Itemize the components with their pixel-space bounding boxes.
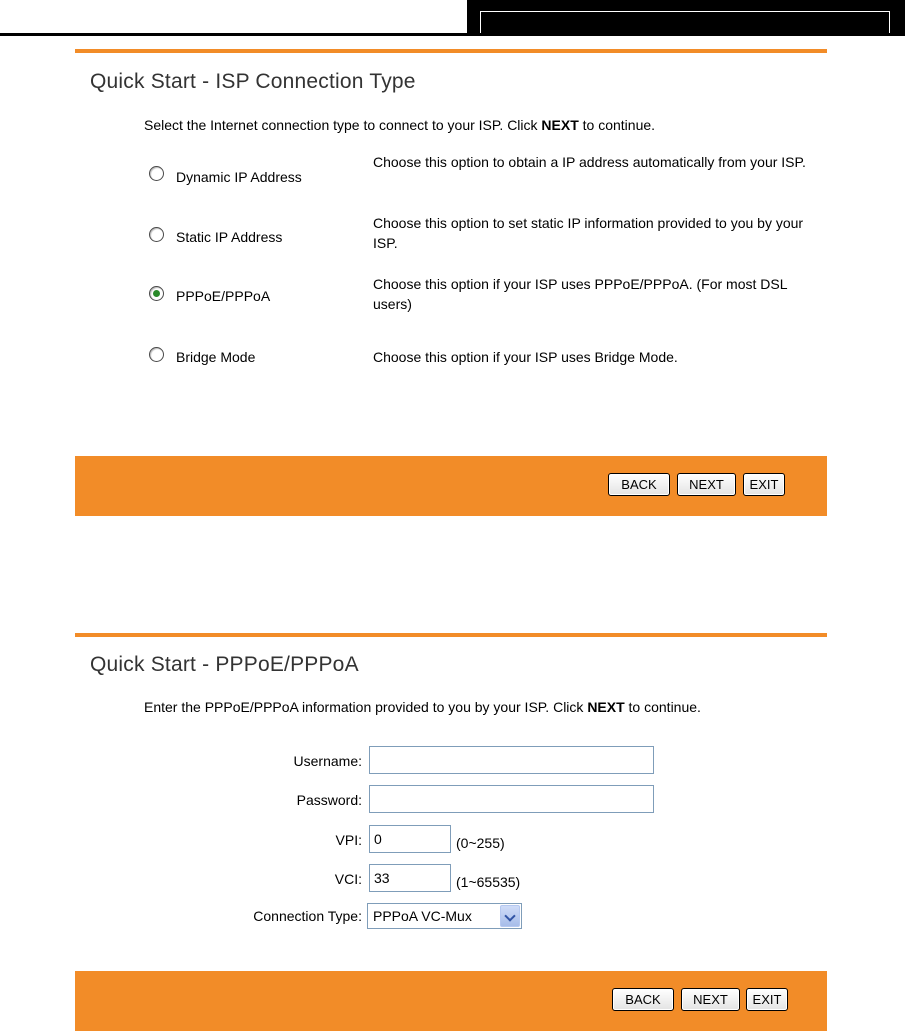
option-label: PPPoE/PPPoA: [176, 288, 271, 304]
option-label: Static IP Address: [176, 229, 283, 245]
vpi-range-hint: (0~255): [456, 835, 505, 851]
connection-type-select[interactable]: [367, 903, 522, 929]
panel-top-rule: [75, 49, 827, 53]
panel-top-rule: [75, 633, 827, 637]
username-input[interactable]: [369, 746, 654, 774]
password-input[interactable]: [369, 785, 654, 813]
instructions-text: Select the Internet connection type to connect to your ISP. Click NEXT to continue.: [144, 117, 656, 133]
option-description: Choose this option if your ISP uses Bridge Mode.: [373, 349, 678, 365]
isp-connection-panel: [75, 49, 827, 53]
radio-bridge[interactable]: [149, 347, 164, 362]
option-dynamic-ip[interactable]: [75, 152, 806, 202]
connection-type-value: PPPoA VC-Mux: [373, 908, 472, 924]
radio-pppoe[interactable]: [149, 286, 164, 301]
option-description: Choose this option if your ISP uses PPPoE/PPPoA. (For most DSL users): [373, 276, 787, 312]
next-button[interactable]: NEXT: [681, 988, 740, 1011]
option-static-ip[interactable]: [75, 213, 804, 263]
header-inner-frame: [480, 11, 890, 33]
exit-button[interactable]: EXIT: [743, 473, 785, 496]
vpi-label: VPI:: [335, 832, 362, 848]
vci-input[interactable]: [369, 864, 451, 892]
option-pppoe[interactable]: [75, 274, 787, 324]
page-title: Quick Start - PPPoE/PPPoA: [90, 653, 359, 676]
exit-button[interactable]: EXIT: [746, 988, 788, 1011]
pppoe-panel: [75, 633, 827, 637]
page-title: Quick Start - ISP Connection Type: [90, 70, 416, 93]
vci-range-hint: (1~65535): [456, 874, 521, 890]
option-label: Dynamic IP Address: [176, 169, 302, 185]
chevron-down-icon[interactable]: [500, 905, 520, 927]
password-label: Password:: [296, 792, 362, 808]
vpi-input[interactable]: [369, 825, 451, 853]
option-bridge[interactable]: [75, 345, 755, 395]
option-label: Bridge Mode: [176, 349, 256, 365]
back-button[interactable]: BACK: [612, 988, 674, 1011]
option-description: Choose this option to obtain a IP address automatically from your ISP.: [373, 154, 806, 170]
radio-static-ip[interactable]: [149, 227, 164, 242]
back-button[interactable]: BACK: [608, 473, 670, 496]
next-button[interactable]: NEXT: [677, 473, 736, 496]
connection-type-label: Connection Type:: [253, 908, 362, 924]
instructions-text: Enter the PPPoE/PPPoA information provided to you by your ISP. Click NEXT to continue.: [144, 699, 701, 715]
vci-label: VCI:: [334, 871, 362, 887]
radio-dynamic-ip[interactable]: [149, 166, 164, 181]
username-label: Username:: [293, 753, 362, 769]
option-description: Choose this option to set static IP information provided to you by your ISP.: [373, 215, 804, 251]
